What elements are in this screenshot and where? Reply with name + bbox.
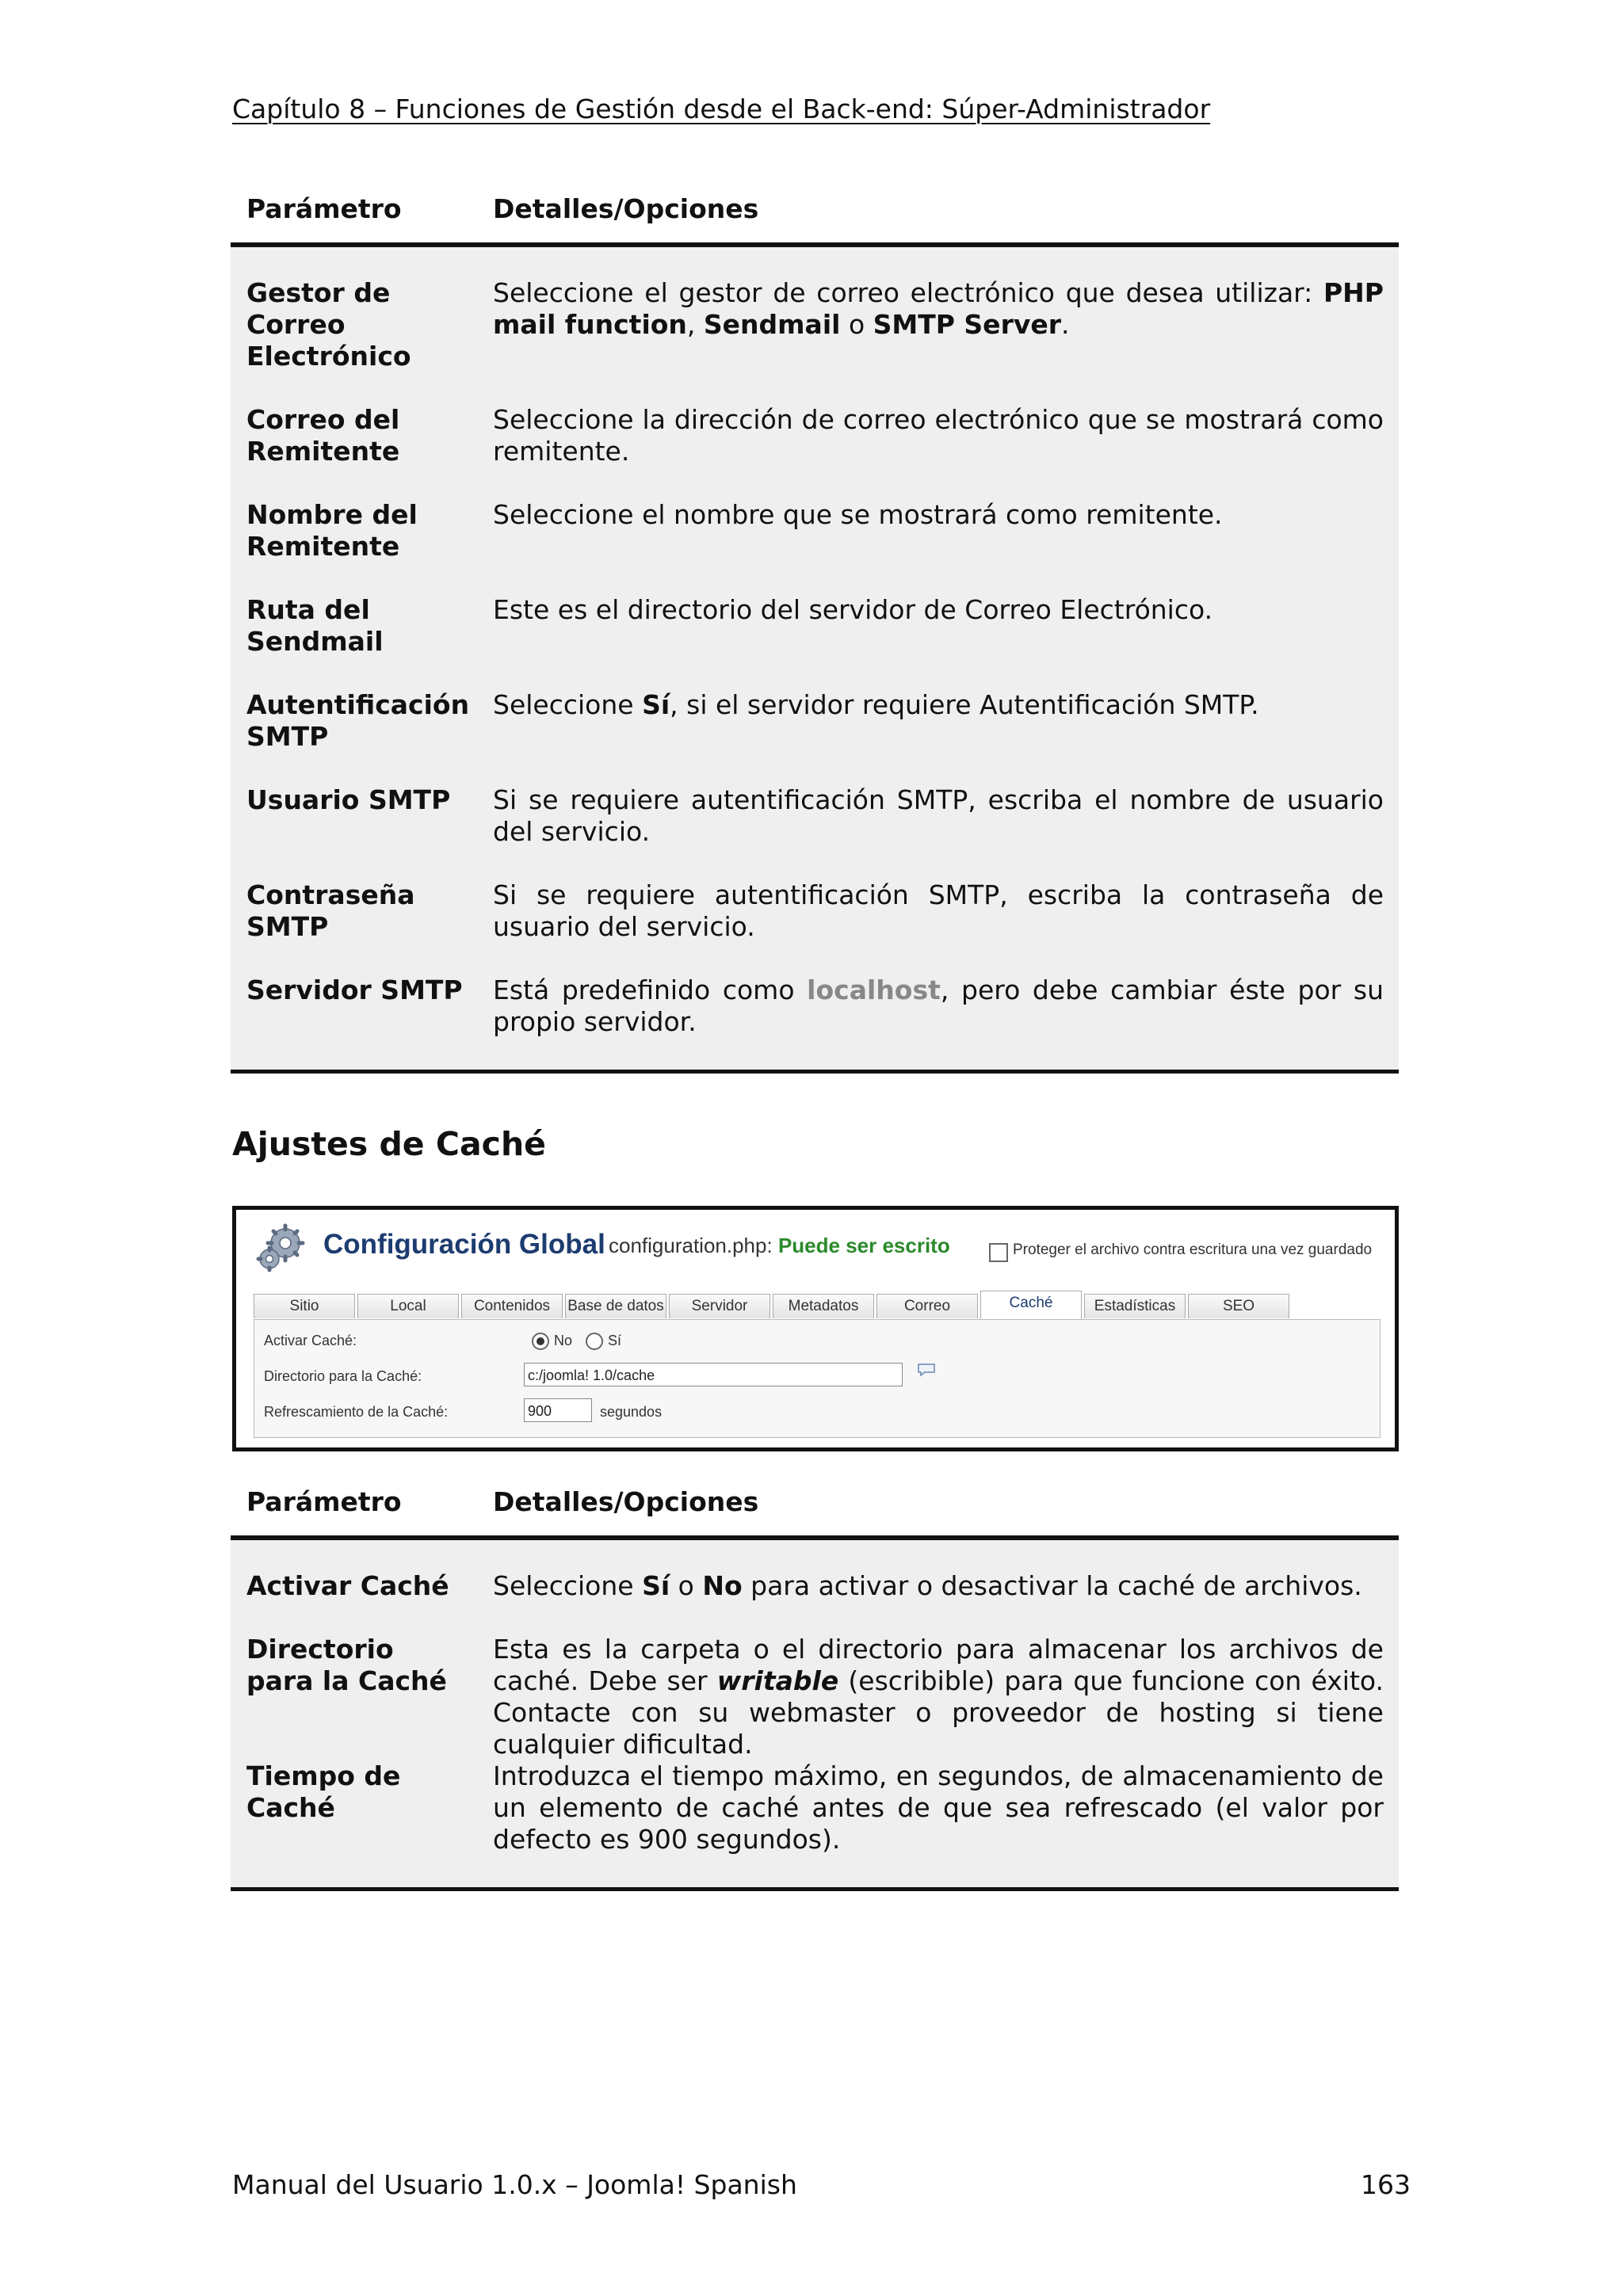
row-parameter: Nombre del Remitente: [246, 499, 418, 562]
tab-cache[interactable]: Caché: [980, 1291, 1082, 1320]
tab-estadisticas[interactable]: Estadísticas: [1084, 1294, 1186, 1318]
global-config-screenshot: [232, 1206, 1399, 1451]
row-details: Si se requiere autentificación SMTP, escriba el nombre de usuario del servicio.: [493, 784, 1384, 847]
protect-label: Proteger el archivo contra escritura una vez guardado: [1013, 1241, 1373, 1258]
row-parameter: Correo del Remitente: [246, 404, 400, 467]
config-tabs: [254, 1291, 1379, 1319]
config-title: Configuración Global: [323, 1229, 605, 1260]
protect-checkbox[interactable]: [989, 1243, 1008, 1262]
table-body: [231, 1540, 1399, 1891]
table-row: [231, 499, 1399, 594]
row-details: Introduzca el tiempo máximo, en segundos, de almacenamiento de un elemento de caché antes de que sea refrescado (el valor por defecto es 900 segundos).: [493, 1760, 1384, 1855]
tab-correo[interactable]: Correo: [876, 1294, 978, 1318]
radio-no[interactable]: [532, 1333, 549, 1350]
row-parameter: Contraseña SMTP: [246, 879, 415, 942]
footer-title: Manual del Usuario 1.0.x – Joomla! Spanish: [232, 2169, 797, 2200]
help-bubble-icon[interactable]: [917, 1363, 936, 1377]
row-details: Esta es la carpeta o el directorio para almacenar los archivos de caché. Debe ser writable (escribible) para que funcione con éxito. Contacte con su webmaster o proveedor de hosting si tiene cualquier dificultad.: [493, 1634, 1384, 1760]
tab-seo[interactable]: SEO: [1188, 1294, 1289, 1318]
table-header: [231, 176, 1399, 247]
cache-refresh-label: Refrescamiento de la Caché:: [264, 1404, 449, 1420]
row-parameter: Gestor de Correo Electrónico: [246, 277, 411, 372]
cache-directory-label: Directorio para la Caché:: [264, 1368, 422, 1384]
row-details: Seleccione la dirección de correo electrónico que se mostrará como remitente.: [493, 404, 1384, 467]
table-row: [231, 404, 1399, 499]
cache-settings-panel: [254, 1319, 1381, 1438]
table-row: [231, 1634, 1399, 1760]
table-body: [231, 247, 1399, 1074]
row-details: Seleccione Sí o No para activar o desactivar la caché de archivos.: [493, 1570, 1362, 1601]
column-header-details: Detalles/Opciones: [493, 193, 759, 224]
mail-settings-table: [231, 176, 1399, 1074]
row-parameter: Autentificación SMTP: [246, 689, 470, 752]
tab-contenidos[interactable]: Contenidos: [461, 1294, 563, 1318]
radio-no-label: No: [554, 1333, 573, 1348]
row-details: Si se requiere autentificación SMTP, escriba la contraseña de usuario del servicio.: [493, 879, 1384, 942]
table-row: [231, 784, 1399, 879]
section-title: Ajustes de Caché: [232, 1125, 546, 1163]
radio-si[interactable]: [586, 1333, 603, 1350]
table-row: [231, 1760, 1399, 1871]
table-row: [231, 594, 1399, 689]
tab-base-de-datos[interactable]: Base de datos: [565, 1294, 666, 1318]
tab-metadatos[interactable]: Metadatos: [773, 1294, 874, 1318]
column-header-parameter: Parámetro: [246, 1486, 402, 1517]
gears-icon: [254, 1219, 311, 1276]
row-details: Seleccione el gestor de correo electrónico que desea utilizar: PHP mail function, Sendmail o SMTP Server.: [493, 277, 1384, 340]
config-file-label: configuration.php:: [609, 1234, 773, 1257]
cache-directory-input[interactable]: c:/joomla! 1.0/cache: [524, 1363, 903, 1386]
radio-si-label: Sí: [608, 1333, 622, 1348]
row-parameter: Tiempo de Caché: [246, 1760, 401, 1823]
page-number: 163: [1361, 2169, 1411, 2200]
tab-sitio[interactable]: Sitio: [254, 1294, 355, 1318]
config-file-status: [609, 1234, 950, 1258]
table-header: [231, 1469, 1399, 1540]
row-parameter: Usuario SMTP: [246, 784, 451, 815]
row-details: Este es el directorio del servidor de Correo Electrónico.: [493, 594, 1213, 625]
column-header-details: Detalles/Opciones: [493, 1486, 759, 1517]
row-parameter: Activar Caché: [246, 1570, 449, 1601]
activar-cache-label: Activar Caché:: [264, 1333, 357, 1348]
tab-servidor[interactable]: Servidor: [669, 1294, 770, 1318]
chapter-header: Capítulo 8 – Funciones de Gestión desde el Back-end: Súper-Administrador: [232, 93, 1211, 124]
tab-local[interactable]: Local: [357, 1294, 459, 1318]
cache-refresh-unit: segundos: [600, 1404, 663, 1420]
config-status: Puede ser escrito: [777, 1234, 950, 1257]
row-details: Seleccione Sí, si el servidor requiere Autentificación SMTP.: [493, 689, 1259, 720]
table-row: [231, 277, 1399, 404]
table-row: [231, 974, 1399, 1054]
cache-settings-table: [231, 1469, 1399, 1891]
column-header-parameter: Parámetro: [246, 193, 402, 224]
table-row: [231, 879, 1399, 974]
cache-refresh-input[interactable]: 900: [524, 1398, 592, 1422]
row-details: Seleccione el nombre que se mostrará como remitente.: [493, 499, 1223, 530]
table-row: [231, 689, 1399, 784]
row-parameter: Directorio para la Caché: [246, 1634, 447, 1696]
table-row: [231, 1570, 1399, 1634]
row-parameter: Ruta del Sendmail: [246, 594, 384, 657]
row-details: Está predefinido como localhost, pero debe cambiar éste por su propio servidor.: [493, 974, 1384, 1037]
row-parameter: Servidor SMTP: [246, 974, 463, 1005]
